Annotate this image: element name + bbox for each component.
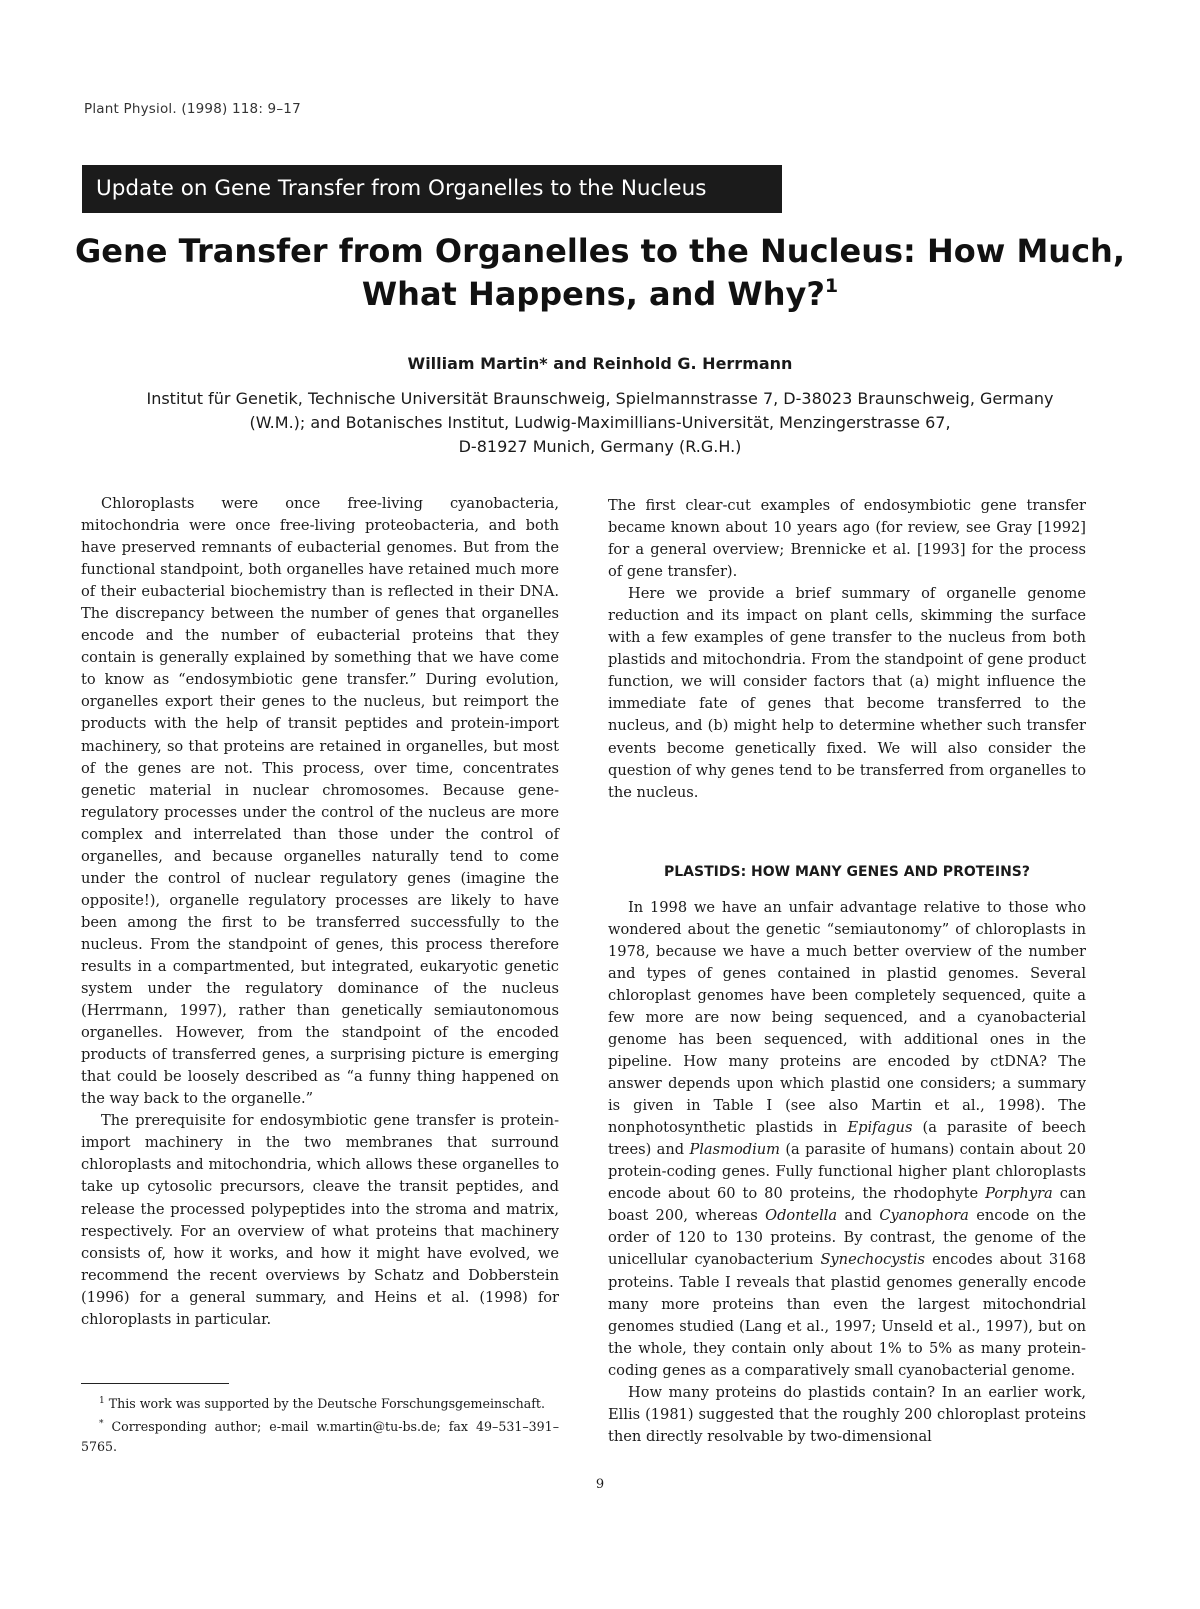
text-run: (a parasite of humans) contain about 20 protein-coding genes. Fully functional higher plant chloroplasts encode about 60 to 80 proteins, the rhodophyte (608, 1141, 1086, 1203)
footnote-text: This work was supported by the Deutsche Forschungsgemeinschaft. (108, 1396, 545, 1412)
species-name: Odontella (765, 1207, 838, 1225)
body-paragraph (608, 897, 1086, 1382)
title-line-1: Gene Transfer from Organelles to the Nucleus: How Much, (75, 232, 1125, 270)
species-name: Epifagus (847, 1119, 913, 1137)
title-line-2: What Happens, and Why? (361, 275, 825, 313)
species-name: Cyanophora (879, 1207, 969, 1225)
journal-citation: Plant Physiol. (1998) 118: 9–17 (84, 101, 301, 117)
text-run: encode on the order of 120 to 130 proteins. By contrast, the genome of the unicellular cyanobacterium (608, 1207, 1086, 1269)
affiliation-line-3: D-81927 Munich, Germany (R.G.H.) (458, 437, 742, 456)
article-title (60, 230, 1140, 316)
species-name: Plasmodium (689, 1141, 780, 1159)
species-name: Porphyra (985, 1185, 1053, 1203)
body-paragraph: How many proteins do plastids contain? In an earlier work, Ellis (1981) suggested that the roughly 200 chloroplast proteins then directly resolvable by two-dimensional (608, 1383, 1086, 1445)
footnote-funding (81, 1391, 559, 1414)
body-paragraph: The first clear-cut examples of endosymbiotic gene transfer became known about 10 years ago (for review, see Gray [1992] for a general overview; Brennicke et al. [1993] for the process of gene transfer). (608, 497, 1086, 581)
title-footnote-mark: 1 (824, 275, 839, 297)
text-run: and (837, 1207, 880, 1225)
footnote-correspondence (81, 1414, 559, 1457)
series-banner: Update on Gene Transfer from Organelles to the Nucleus (82, 165, 782, 213)
species-name: Synechocystis (820, 1251, 926, 1269)
affiliation-line-2: (W.M.); and Botanisches Institut, Ludwig-Maximillians-Universität, Menzingerstrasse 67, (249, 413, 951, 432)
body-paragraph: Chloroplasts were once free-living cyanobacteria, mitochondria were once free-living proteobacteria, and both have preserved remnants of eubacterial genomes. But from the functional standpoint, both organelles have retained much more of their eubacterial biochemistry than is reflected in their DNA. The discrepancy between the number of genes that organelles encode and the number of eubacterial proteins that they contain is generally explained by something that we have come to know as “endosymbiotic gene transfer.” During evolution, organelles export their genes to the nucleus, but reimport the products with the help of transit peptides and protein-import machinery, so that proteins are retained in organelles, but most of the genes are not. This process, over time, concentrates genetic material in nuclear chromosomes. Because gene-regulatory processes under the control of the nucleus are more complex and interrelated than those under the control of organelles, and because organelles naturally tend to come under the control of nuclear regulatory genes (imagine the opposite!), organelle regulatory processes are likely to have been among the first to be transferred successfully to the nucleus. From the standpoint of genes, this process therefore results in a compartmented, but integrated, eukaryotic genetic system under the regulatory dominance of the nucleus (Herrmann, 1997), rather than genetically semiautonomous organelles. However, from the standpoint of the encoded products of transferred genes, a surprising picture is emerging that could be loosely described as “a funny thing happened on the way back to the organelle.” (81, 495, 559, 1108)
body-paragraph: Here we provide a brief summary of organelle genome reduction and its impact on plant cells, skimming the surface with a few examples of gene transfer to the nucleus from both plastids and mitochondria. From the standpoint of gene product function, we will consider factors that (a) might influence the immediate fate of genes that become transferred to the nucleus, and (b) might help to determine whether such transfer events become genetically fixed. We will also consider the question of why genes tend to be transferred from organelles to the nucleus. (608, 585, 1086, 801)
text-run: encodes about 3168 proteins. Table I reveals that plastid genomes generally encode many more proteins than even the largest mitochondrial genomes studied (Lang et al., 1997; Unseld et al., 1997), but on the whole, they contain only about 1% to 5% as many protein-coding genes as a comparatively small cyanobacterial genome. (608, 1251, 1086, 1379)
section-heading: PLASTIDS: HOW MANY GENES AND PROTEINS? (664, 863, 1030, 880)
footnote-text: Corresponding author; e-mail w.martin@tu-bs.de; fax 49–531–391–5765. (81, 1419, 559, 1455)
page-number: 9 (595, 1477, 605, 1492)
footnote-mark: * (99, 1419, 104, 1430)
affiliation-line-1: Institut für Genetik, Technische Universität Braunschweig, Spielmannstrasse 7, D-38023 Braunschweig, Germany (146, 389, 1054, 408)
body-paragraph: The prerequisite for endosymbiotic gene transfer is protein-import machinery in the two membranes that surround chloroplasts and mitochondria, which allows these organelles to take up cytosolic precursors, cleave the transit peptides, and release the processed polypeptides into the stroma and matrix, respectively. For an overview of what proteins that machinery consists of, how it works, and how it might have evolved, we recommend the recent overviews by Schatz and Dobberstein (1996) for a general summary, and Heins et al. (1998) for chloroplasts in particular. (81, 1112, 559, 1328)
footnote-divider (81, 1383, 229, 1384)
text-run: can boast 200, whereas (608, 1185, 1086, 1225)
footnote-mark: 1 (99, 1396, 105, 1406)
author-list: William Martin* and Reinhold G. Herrmann (407, 354, 793, 373)
footnotes (81, 1391, 559, 1457)
text-run: In 1998 we have an unfair advantage relative to those who wondered about the genetic “semiautonomy” of chloroplasts in 1978, because we have a much better overview of the number and types of genes contained in plastid genomes. Several chloroplast genomes have been completely sequenced, quite a few more are now being sequenced, and a cyanobacterial genome has been sequenced, with additional ones in the pipeline. How many proteins are encoded by ctDNA? The answer depends upon which plastid one considers; a summary is given in Table I (see also Martin et al., 1998). The nonphotosynthetic plastids in (608, 898, 1086, 1137)
affiliations (70, 387, 1130, 459)
left-column (81, 493, 559, 1331)
right-column (608, 495, 1086, 1448)
text-run: (a parasite of beech trees) and (608, 1119, 1087, 1159)
